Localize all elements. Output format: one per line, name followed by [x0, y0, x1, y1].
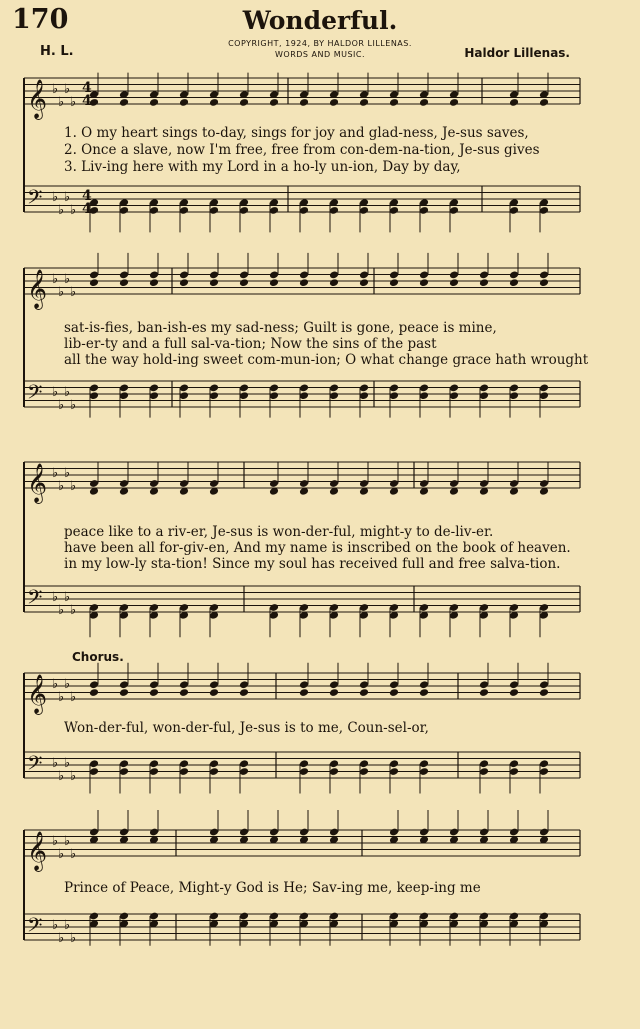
notehead [179, 278, 189, 287]
flat-sign-icon: ♭ [58, 689, 65, 705]
flat-sign-icon: ♭ [52, 81, 59, 97]
bass-clef-icon: 𝄢 [27, 380, 43, 409]
flat-sign-icon: ♭ [64, 589, 71, 605]
flat-sign-icon: ♭ [64, 917, 71, 933]
treble-clef-icon: 𝄞 [27, 463, 48, 503]
notehead [209, 98, 219, 107]
copyright-line: COPYRIGHT, 1924, BY HALDOR LILLENAS. [228, 39, 412, 48]
flat-sign-icon: ♭ [64, 189, 71, 205]
flat-sign-icon: ♭ [64, 755, 71, 771]
copyright-subline: WORDS AND MUSIC. [274, 50, 366, 59]
notehead [269, 278, 279, 287]
notehead [329, 98, 339, 107]
flat-sign-icon: ♭ [52, 271, 59, 287]
notehead [209, 278, 219, 287]
bass-clef-icon: 𝄢 [27, 751, 43, 780]
verse-1-line-3: peace like to a riv-er, Je-sus is won-der-ful, might-y to de-liv-er. [64, 524, 494, 540]
flat-sign-icon: ♭ [64, 465, 71, 481]
time-signature-top: 4 [82, 188, 92, 204]
time-signature-top: 4 [82, 80, 92, 96]
notehead [149, 688, 159, 697]
verse-1-line-2: sat-is-fies, ban-ish-es my sad-ness; Guilt is gone, peace is mine, [64, 320, 497, 336]
flat-sign-icon: ♭ [70, 397, 77, 413]
flat-sign-icon: ♭ [64, 833, 71, 849]
flat-sign-icon: ♭ [58, 846, 65, 862]
flat-sign-icon: ♭ [64, 81, 71, 97]
flat-sign-icon: ♭ [70, 602, 77, 618]
notehead [389, 278, 399, 287]
flat-sign-icon: ♭ [70, 846, 77, 862]
notehead [119, 278, 129, 287]
notehead [89, 278, 99, 287]
notehead [299, 688, 309, 697]
notehead [299, 98, 309, 107]
flat-sign-icon: ♭ [70, 930, 77, 946]
notehead [389, 688, 399, 697]
hymn-number: 170 [12, 4, 69, 35]
notehead [119, 688, 129, 697]
flat-sign-icon: ♭ [52, 917, 59, 933]
notehead [419, 98, 429, 107]
notehead [479, 688, 489, 697]
notehead [269, 98, 279, 107]
verse-2-line-2: lib-er-ty and a full sal-va-tion; Now the sins of the past [64, 336, 437, 352]
verse-2-line-1: 2. Once a slave, now I'm free, free from con-dem-na-tion, Je-sus gives [64, 142, 540, 158]
flat-sign-icon: ♭ [70, 768, 77, 784]
flat-sign-icon: ♭ [70, 202, 77, 218]
notehead [539, 278, 549, 287]
flat-sign-icon: ♭ [58, 284, 65, 300]
notehead [239, 278, 249, 287]
notehead [509, 688, 519, 697]
notehead [239, 98, 249, 107]
flat-sign-icon: ♭ [64, 271, 71, 287]
notehead [239, 688, 249, 697]
treble-clef-icon: 𝄞 [27, 79, 48, 119]
notehead [389, 98, 399, 107]
bass-clef-icon: 𝄢 [27, 913, 43, 942]
flat-sign-icon: ♭ [52, 755, 59, 771]
flat-sign-icon: ♭ [58, 202, 65, 218]
notehead [479, 278, 489, 287]
notehead [509, 278, 519, 287]
flat-sign-icon: ♭ [58, 768, 65, 784]
flat-sign-icon: ♭ [70, 284, 77, 300]
notehead [359, 278, 369, 287]
flat-sign-icon: ♭ [52, 189, 59, 205]
author-initials: H. L. [40, 44, 74, 59]
notehead [509, 98, 519, 107]
verse-1-line-1: 1. O my heart sings to-day, sings for joy and glad-ness, Je-sus saves, [64, 125, 529, 141]
notehead [419, 688, 429, 697]
bass-clef-icon: 𝄢 [27, 585, 43, 614]
flat-sign-icon: ♭ [52, 384, 59, 400]
flat-sign-icon: ♭ [52, 589, 59, 605]
verse-3-line-1: 3. Liv-ing here with my Lord in a ho-ly un-ion, Day by day, [64, 159, 461, 175]
flat-sign-icon: ♭ [52, 465, 59, 481]
flat-sign-icon: ♭ [58, 930, 65, 946]
notehead [179, 688, 189, 697]
notehead [89, 688, 99, 697]
flat-sign-icon: ♭ [64, 676, 71, 692]
notehead [539, 98, 549, 107]
notehead [419, 278, 429, 287]
composer-name: Haldor Lillenas. [464, 46, 570, 60]
verse-3-line-3: in my low-ly sta-tion! Since my soul has received full and free salva-tion. [64, 556, 561, 572]
verse-2-line-3: have been all for-giv-en, And my name is inscribed on the book of heaven. [64, 540, 571, 556]
verse-3-line-2: all the way hold-ing sweet com-mun-ion; O what change grace hath wrought [64, 352, 589, 368]
notehead [449, 278, 459, 287]
flat-sign-icon: ♭ [70, 689, 77, 705]
flat-sign-icon: ♭ [52, 833, 59, 849]
notehead [179, 98, 189, 107]
notehead [119, 98, 129, 107]
treble-clef-icon: 𝄞 [27, 831, 48, 871]
notehead [149, 98, 159, 107]
time-signature-bottom: 4 [82, 93, 92, 109]
chorus-line-1: Won-der-ful, won-der-ful, Je-sus is to me, Coun-sel-or, [64, 720, 429, 736]
flat-sign-icon: ♭ [70, 94, 77, 110]
hymn-title: Wonderful. [242, 6, 398, 35]
notehead [299, 278, 309, 287]
flat-sign-icon: ♭ [58, 397, 65, 413]
notehead [449, 98, 459, 107]
flat-sign-icon: ♭ [70, 478, 77, 494]
notehead [359, 98, 369, 107]
notehead [359, 688, 369, 697]
bass-clef-icon: 𝄢 [27, 185, 43, 214]
notehead [209, 688, 219, 697]
notehead [149, 278, 159, 287]
flat-sign-icon: ♭ [58, 94, 65, 110]
treble-clef-icon: 𝄞 [27, 674, 48, 714]
flat-sign-icon: ♭ [52, 676, 59, 692]
notehead [329, 278, 339, 287]
notehead [539, 688, 549, 697]
flat-sign-icon: ♭ [64, 384, 71, 400]
notehead [329, 688, 339, 697]
flat-sign-icon: ♭ [58, 602, 65, 618]
flat-sign-icon: ♭ [58, 478, 65, 494]
chorus-line-2: Prince of Peace, Might-y God is He; Sav-ing me, keep-ing me [64, 880, 481, 896]
chorus-label: Chorus. [72, 650, 124, 664]
treble-clef-icon: 𝄞 [27, 269, 48, 309]
time-signature-bottom: 4 [82, 201, 92, 217]
